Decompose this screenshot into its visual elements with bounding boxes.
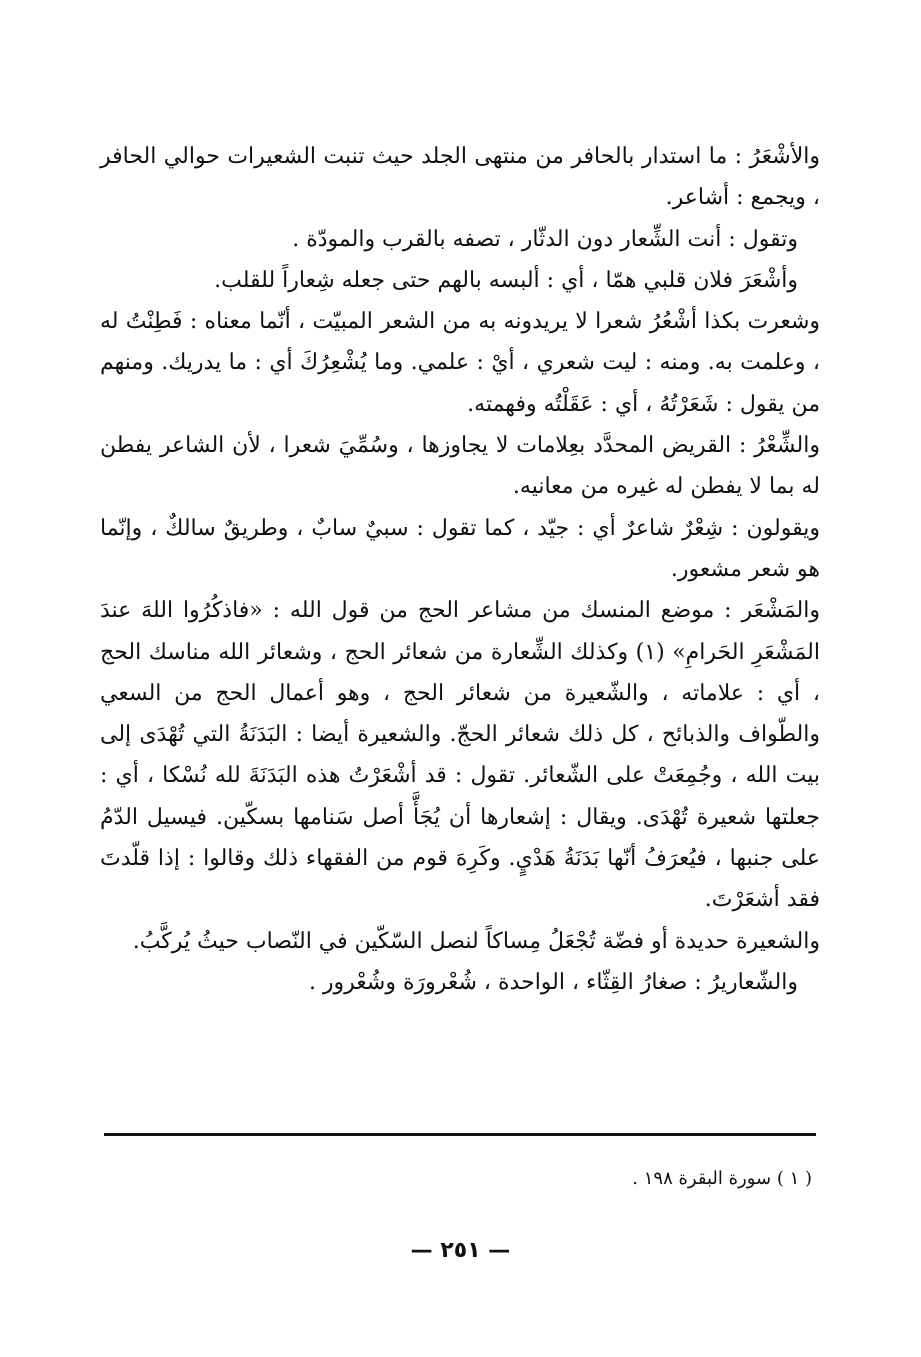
paragraph-shir: والشِّعْرُ : القريض المحدَّد بعِلامات لا يجاوزها ، وسُمِّيَ شعرا ، لأن الشاعر يفطن له بما لا يفطن له غيره من معانيه.	[100, 433, 820, 500]
paragraph-mashar: والمَشْعَر : موضع المنسك من مشاعر الحج من قول الله : «فاذكُرُوا اللهَ عندَ المَشْعَرِ الحَرامِ» (١) وكذلك الشِّعارة من شعائر الحج ، وشعائر الله مناسك الحج ، أي : علاماته ، والشّعيرة من شعائر الحج ، وهو أعمال الحج من السعي والطّواف والذبائح ، كل ذلك شعائر الحجّ. والشعيرة أيضا : البَدَنَةُ التي تُهْدَى إلى بيت الله ، وجُمِعَتْ على الشّعائر. تقول : قد أشْعَرْتُ هذه البَدَنَةَ لله نُسْكا ، أي : جعلتها شعيرة تُهْدَى. ويقال : إشعارها أن يُجَأَّ أصل سَنامها بسكّين. فيسيل الدّمُ على جنبها ، فيُعرَفُ أنّها بَدَنَةُ هَدْيٍ. وكَرِهَ قوم من الفقهاء ذلك وقالوا : إذا قلّدتَ فقد أشعَرْتَ.	[100, 598, 820, 913]
paragraph-shaira-hadida: والشعيرة حديدة أو فضّة تُجْعَلُ مِساكاً لنصل السّكّين في النّصاب حيثُ يُركَّبُ.	[132, 928, 820, 954]
paragraph-shaartu: وشعرت بكذا أشْعُرُ شعرا لا يريدونه به من الشعر المبيّت ، أنّما معناه : فَطِنْتُ له ، وعلمت به. ومنه : ليت شعري ، أيْ : علمي. وما يُشْعِرُكَ أي : ما يدريك. ومنهم من يقول : شَعَرْتُهُ ، أي : عَقَلْتُه وفهمته.	[100, 309, 820, 417]
footnote-divider	[104, 1133, 816, 1136]
paragraph-shir-shair: ويقولون : شِعْرٌ شاعرٌ أي : جيّد ، كما تقول : سبيٌ سابٌ ، وطريقٌ سالكٌ ، وإنّما هو شعر مشعور.	[100, 515, 820, 582]
page-number: — ٢٥١ —	[410, 1238, 511, 1263]
paragraph-ashara-qalbi: وأشْعَرَ فلان قلبي همّا ، أي : ألبسه بالهم حتى جعله شِعاراً للقلب.	[214, 267, 798, 293]
footnote: ( ١ ) سورة البقرة ١٩٨ .	[632, 1168, 812, 1189]
main-text	[100, 136, 820, 1003]
paragraph-shiar: وتقول : أنت الشِّعار دون الدثّار ، تصفه بالقرب والمودّة .	[292, 226, 798, 252]
paragraph-ashar: والأشْعَرُ : ما استدار بالحافر من منتهى الجلد حيث تنبت الشعيرات حوالي الحافر ، ويجمع : أشاعر.	[100, 144, 820, 211]
paragraph-shaarir: والشّعاريرُ : صغارُ القِثّاء ، الواحدة ، شُعْرورَة وشُعْرور .	[308, 969, 798, 995]
